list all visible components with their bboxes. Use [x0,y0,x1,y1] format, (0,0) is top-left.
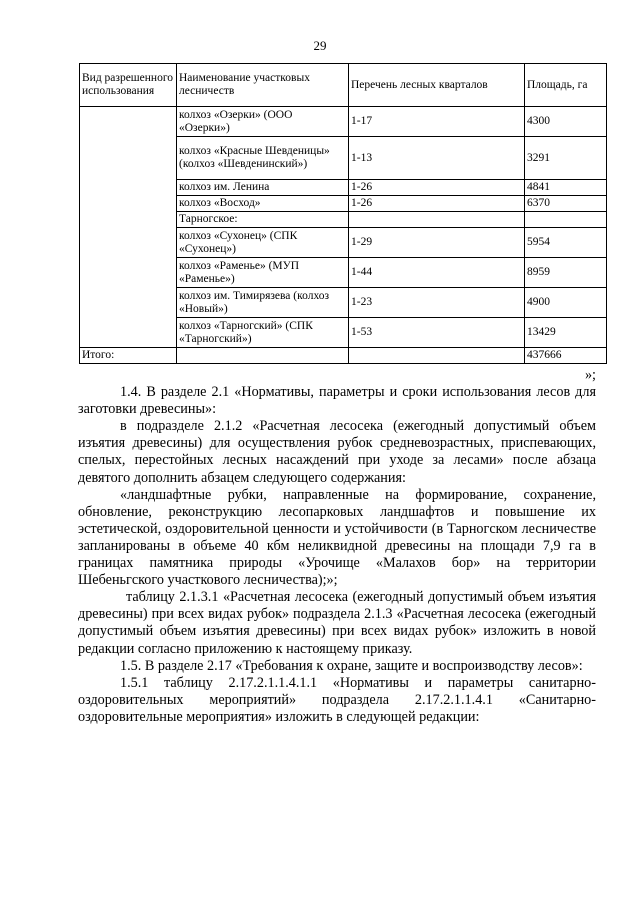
quarters-cell: 1-29 [349,228,525,258]
forestry-name-cell: колхоз «Тарногский» (СПК «Тарногский») [177,318,349,348]
area-cell: 4841 [525,180,607,196]
page-number: 29 [313,38,327,53]
usage-type-cell [80,107,177,348]
quarters-cell: 1-23 [349,288,525,318]
forestry-name-cell: колхоз «Восход» [177,196,349,212]
quote-end-mark: »; [584,367,596,383]
paragraph-subsection-2-1-2: в подразделе 2.1.2 «Расчетная лесосека (ежегодный допустимый объем изъятия древесины) для осуществления рубок средневозрастных, приспевающих, спелых, перестойных лесных насаждений при уходе за лесами» после абзаца девятого дополнить абзацем следующего содержания: [78,418,596,486]
header-area: Площадь, га [525,64,607,107]
area-cell: 6370 [525,196,607,212]
header-quarters: Перечень лесных кварталов [349,64,525,107]
paragraph-landscape-cuttings: «ландшафтные рубки, направленные на формирование, сохранение, обновление, реконструкцию лесопарковых ландшафтов и повышение их эстетической, оздоровительной ценности и устойчивости (в Тарногском лесничестве запланированы в объеме 40 кбм неликвидной древесины на площади 7,9 га в границах памятника природы «Урочище «Малахов бор» на территории Шебеньгского участкового лесничества);»; [78,486,596,589]
area-cell: 5954 [525,228,607,258]
total-empty-cell [177,348,349,364]
quarters-cell: 1-26 [349,180,525,196]
forestry-name-cell: колхоз им. Ленина [177,180,349,196]
paragraph-1-5: 1.5. В разделе 2.17 «Требования к охране, защите и воспроизводству лесов»: [120,657,583,674]
quarters-cell: 1-53 [349,318,525,348]
area-cell [525,212,607,228]
forestry-name-cell: колхоз «Сухонец» (СПК «Сухонец») [177,228,349,258]
document-body [78,367,596,726]
area-cell: 4300 [525,107,607,137]
quarters-cell [349,212,525,228]
table-total-row [80,348,607,364]
forestry-name-cell: Тарногское: [177,212,349,228]
paragraph-1-4: 1.4. В разделе 2.1 «Нормативы, параметры и сроки использования лесов для заготовки древесины»: [78,384,596,418]
quarters-cell: 1-17 [349,107,525,137]
forestry-name-cell: колхоз им. Тимирязева (колхоз «Новый») [177,288,349,318]
area-cell: 3291 [525,137,607,180]
table-header-row [80,64,607,107]
forestry-name-cell: колхоз «Раменье» (МУП «Раменье») [177,258,349,288]
table-row [80,107,607,137]
paragraph-table-2-1-3-1: таблицу 2.1.3.1 «Расчетная лесосека (ежегодный допустимый объем изъятия древесины) при всех видах рубок» подраздела 2.1.3 «Расчетная лесосека (ежегодный допустимый объем изъятия древесины) при всех видах рубок» изложить в новой редакции согласно приложению к настоящему приказу. [78,589,596,657]
quarters-cell: 1-44 [349,258,525,288]
area-cell: 8959 [525,258,607,288]
forest-areas-table [79,63,607,364]
total-label: Итого: [80,348,177,364]
total-empty-cell [349,348,525,364]
area-cell: 4900 [525,288,607,318]
quarters-cell: 1-13 [349,137,525,180]
header-forestry-name: Наименование участковых лесничеств [177,64,349,107]
paragraph-1-5-1: 1.5.1 таблицу 2.17.2.1.1.4.1.1 «Нормативы и параметры санитарно-оздоровительных мероприятий» подраздела 2.17.2.1.1.4.1 «Санитарно-оздоровительные мероприятия» изложить в следующей редакции: [78,674,596,725]
forestry-name-cell: колхоз «Красные Шевденицы» (колхоз «Шевденинский») [177,137,349,180]
total-area: 437666 [525,348,607,364]
forestry-name-cell: колхоз «Озерки» (ООО «Озерки») [177,107,349,137]
area-cell: 13429 [525,318,607,348]
header-usage-type: Вид разрешенного использования [80,64,177,107]
quarters-cell: 1-26 [349,196,525,212]
